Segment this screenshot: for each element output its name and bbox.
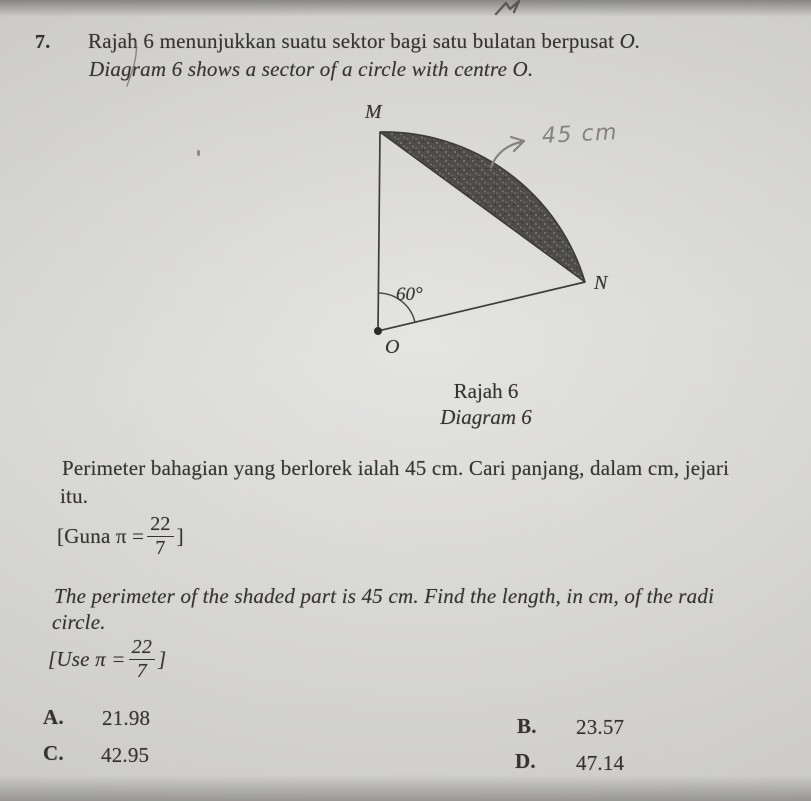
sector-diagram <box>300 95 680 370</box>
pi-fraction-denominator: 7 <box>155 537 166 559</box>
center-dot <box>374 327 382 335</box>
pi-fraction <box>147 514 173 559</box>
problem-text-malay-line1: Perimeter bahagian yang berlorek ialah 45 cm. Cari panjang, dalam cm, jejari <box>62 456 730 480</box>
question-text-english: Diagram 6 shows a sector of a circle with centre O. <box>89 57 534 81</box>
pi-fraction-en-numerator: 22 <box>129 637 155 660</box>
top-edge-ink-mark <box>494 0 530 18</box>
diagram-caption <box>386 379 586 430</box>
question-text-malay-main: Rajah 6 menunjukkan suatu sektor bagi satu bulatan berpusat <box>88 29 620 53</box>
question-text-malay-o: O. <box>619 29 641 53</box>
pi-note-english-close: ] <box>158 647 167 671</box>
pi-note-malay <box>57 514 184 559</box>
problem-text-malay-line2: itu. <box>60 484 89 508</box>
handwritten-annotation: 45 cm <box>541 120 619 149</box>
option-a-value: 21.98 <box>102 706 151 730</box>
problem-text-english-line2: circle. <box>52 610 106 634</box>
option-a-label: A. <box>43 705 64 729</box>
question-text-malay <box>88 29 640 54</box>
stray-pen-stroke <box>122 42 142 88</box>
photo-shadow-top <box>0 0 811 17</box>
question-number: 7. <box>35 31 51 53</box>
caption-english: Diagram 6 <box>440 404 532 429</box>
option-c-value: 42.95 <box>101 743 150 767</box>
option-c-label: C. <box>43 741 64 765</box>
paper-speck <box>197 150 200 156</box>
option-d-label: D. <box>515 749 536 773</box>
caption-malay: Rajah 6 <box>453 379 519 403</box>
point-label-m: M <box>365 101 382 123</box>
pi-note-malay-close: ] <box>176 524 184 548</box>
pi-note-english <box>48 637 166 682</box>
option-b-value: 23.57 <box>576 715 625 739</box>
point-label-o: O <box>385 336 400 358</box>
pi-fraction-numerator: 22 <box>147 514 173 537</box>
radius-line-om <box>378 132 380 331</box>
pi-note-malay-prefix: [Guna π = <box>57 524 145 548</box>
shaded-segment <box>380 132 585 282</box>
photo-shadow-bottom <box>0 775 811 801</box>
pi-fraction-en-denominator: 7 <box>136 660 147 682</box>
pi-note-english-prefix: [Use π = <box>48 647 126 671</box>
option-b-label: B. <box>517 714 537 738</box>
pi-fraction-en <box>129 637 155 682</box>
angle-label: 60° <box>396 284 423 305</box>
point-label-n: N <box>594 272 608 294</box>
option-d-value: 47.14 <box>576 751 625 775</box>
problem-text-english-line1: The perimeter of the shaded part is 45 cm. Find the length, in cm, of the radi <box>54 584 715 608</box>
